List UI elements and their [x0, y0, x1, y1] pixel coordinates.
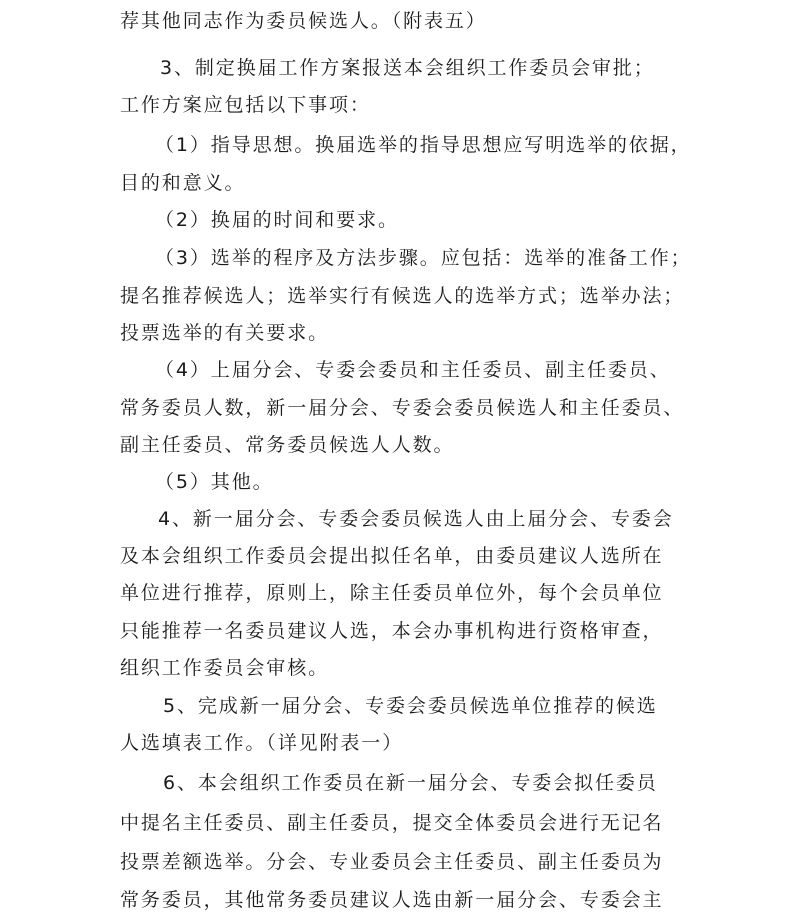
text-line-23: 投票差额选举。分会、专业委员会主任委员、副主任委员为	[120, 851, 664, 873]
text-line-12: 副主任委员、常务委员候选人人数。	[120, 434, 455, 456]
text-line-1: 荐其他同志作为委员候选人。（附表五）	[120, 10, 487, 32]
text-line-19: 5、完成新一届分会、专委会委员候选单位推荐的候选	[163, 695, 658, 717]
text-line-17: 只能推荐一名委员建议人选，本会办事机构进行资格审查，	[120, 620, 664, 642]
text-line-9: 投票选举的有关要求。	[120, 322, 330, 344]
text-line-5: 目的和意义。	[120, 172, 246, 194]
text-line-13: （5）其他。	[155, 471, 274, 493]
text-line-3: 工作方案应包括以下事项：	[120, 94, 371, 116]
text-line-14: 4、新一届分会、专委会委员候选人由上届分会、专委会	[158, 508, 674, 530]
text-line-6: （2）换届的时间和要求。	[155, 209, 399, 231]
text-line-21: 6、本会组织工作委员在新一届分会、专委会拟任委员	[163, 772, 658, 794]
text-line-18: 组织工作委员会审核。	[120, 657, 330, 679]
text-line-10: （4）上届分会、专委会委员和主任委员、副主任委员、	[155, 359, 671, 381]
text-line-20: 人选填表工作。（详见附表一）	[120, 732, 404, 754]
text-line-8: 提名推荐候选人；选举实行有候选人的选举方式；选举办法；	[120, 285, 685, 307]
text-line-11: 常务委员人数，新一届分会、专委会委员候选人和主任委员、	[120, 397, 685, 419]
text-line-2: 3、制定换届工作方案报送本会组织工作委员会审批；	[160, 57, 655, 79]
text-line-7: （3）选举的程序及方法步骤。应包括：选举的准备工作；	[155, 247, 692, 269]
text-line-16: 单位进行推荐，原则上，除主任委员单位外，每个会员单位	[120, 582, 664, 604]
text-line-4: （1）指导思想。换届选举的指导思想应写明选举的依据，	[155, 134, 692, 156]
text-line-24: 常务委员，其他常务委员建议人选由新一届分会、专委会主	[120, 889, 664, 911]
text-line-22: 中提名主任委员、副主任委员，提交全体委员会进行无记名	[120, 812, 664, 834]
text-line-15: 及本会组织工作委员会提出拟任名单，由委员建议人选所在	[120, 545, 664, 567]
